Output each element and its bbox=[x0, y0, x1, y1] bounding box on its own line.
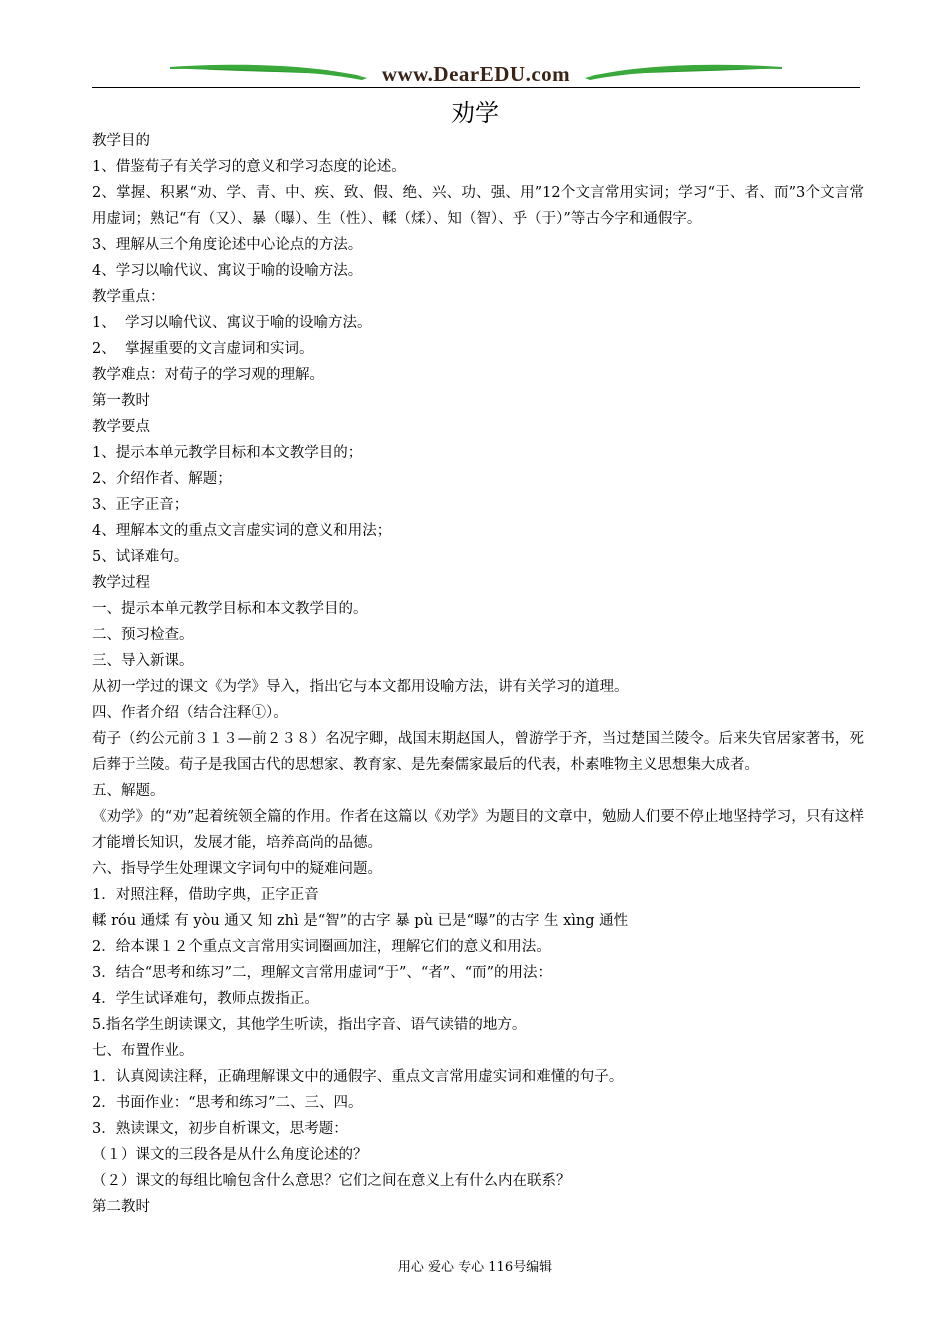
page-title: 劝学 bbox=[451, 99, 499, 127]
text-line: 从初一学过的课文《为学》导入，指出它与本文都用设喻方法，讲有关学习的道理。 bbox=[92, 679, 629, 695]
text-line: 3．结合“思考和练习”二，理解文言常用虚词“于”、“者”、“而”的用法： bbox=[92, 965, 553, 981]
text-line: 3、正字正音； bbox=[92, 497, 189, 513]
document-body bbox=[92, 128, 864, 1220]
text-line: （１）课文的三段各是从什么角度论述的？ bbox=[92, 1147, 368, 1163]
text-line: 教学重点： bbox=[92, 289, 165, 305]
text-line: 教学过程 bbox=[92, 575, 150, 591]
text-line: 3、理解从三个角度论述中心论点的方法。 bbox=[92, 237, 363, 253]
text-line: 2、 掌握重要的文言虚词和实词。 bbox=[92, 341, 314, 357]
text-line: 三、导入新课。 bbox=[92, 653, 194, 669]
text-line: 5、试译难句。 bbox=[92, 549, 189, 565]
text-line: 教学目的 bbox=[92, 133, 150, 149]
text-line: 3．熟读课文，初步自析课文，思考题： bbox=[92, 1121, 348, 1137]
text-line: 1、借鉴荀子有关学习的意义和学习态度的论述。 bbox=[92, 159, 406, 175]
text-line: 輮 róu 通煣 有 yòu 通又 知 zhì 是“智”的古字 暴 pù 已是“曝”的古字 生 xìng 通性 bbox=[92, 913, 629, 929]
text-line: 教学难点：对荀子的学习观的理解。 bbox=[92, 367, 324, 383]
site-banner bbox=[92, 58, 860, 90]
text-line: 4、学习以喻代议、寓议于喻的设喻方法。 bbox=[92, 263, 363, 279]
text-line: 荀子（约公元前３１３—前２３８）名况字卿，战国末期赵国人，曾游学于齐，当过楚国兰陵令。后来失官居家著书，死后葬于兰陵。荀子是我国古代的思想家、教育家、是先秦儒家最后的代表，朴素唯物主义思想集大成者。 bbox=[92, 731, 864, 773]
text-line: 七、布置作业。 bbox=[92, 1043, 194, 1059]
text-line: 五、解题。 bbox=[92, 783, 165, 799]
text-line: 二、预习检查。 bbox=[92, 627, 194, 643]
page-footer: 用心 爱心 专心 116号编辑 bbox=[397, 1260, 553, 1275]
text-line: 1．认真阅读注释，正确理解课文中的通假字、重点文言常用虚实词和难懂的句子。 bbox=[92, 1069, 624, 1085]
text-line: 4、理解本文的重点文言虚实词的意义和用法； bbox=[92, 523, 392, 539]
text-line: 4．学生试译难句，教师点拨指正。 bbox=[92, 991, 319, 1007]
text-line: 教学要点 bbox=[92, 419, 150, 435]
text-line: 《劝学》的“劝”起着统领全篇的作用。作者在这篇以《劝学》为题目的文章中，勉励人们要不停止地坚持学习，只有这样才能增长知识，发展才能，培养高尚的品德。 bbox=[92, 809, 864, 851]
text-line: 2．给本课１２个重点文言常用实词圈画加注，理解它们的意义和用法。 bbox=[92, 939, 551, 955]
text-line: 六、指导学生处理课文字词句中的疑难问题。 bbox=[92, 861, 382, 877]
header-divider bbox=[92, 87, 860, 88]
site-logo-text: www.DearEDU.com bbox=[381, 62, 571, 86]
text-line: 第一教时 bbox=[92, 393, 150, 409]
text-line: 1．对照注释，借助字典，正字正音 bbox=[92, 887, 319, 903]
text-line: 四、作者介绍（结合注释①）。 bbox=[92, 705, 288, 721]
text-line: 1、提示本单元教学目标和本文教学目的； bbox=[92, 445, 363, 461]
text-line: 2、介绍作者、解题； bbox=[92, 471, 232, 487]
text-line: 2、掌握、积累“劝、学、青、中、疾、致、假、绝、兴、功、强、用”12个文言常用实词；学习“于、者、而”3个文言常用虚词；熟记“有（又）、暴（曝）、生（性）、輮（煣）、知（智）、乎（于）”等古今字和通假字。 bbox=[92, 185, 864, 227]
text-line: 第二教时 bbox=[92, 1199, 150, 1215]
text-line: 2．书面作业：“思考和练习”二、三、四。 bbox=[92, 1095, 363, 1111]
text-line: （２）课文的每组比喻包含什么意思？它们之间在意义上有什么内在联系？ bbox=[92, 1173, 571, 1189]
text-line: 5.指名学生朗读课文，其他学生听读，指出字音、语气读错的地方。 bbox=[92, 1017, 527, 1033]
text-line: 一、提示本单元教学目标和本文教学目的。 bbox=[92, 601, 368, 617]
text-line: 1、 学习以喻代议、寓议于喻的设喻方法。 bbox=[92, 315, 372, 331]
